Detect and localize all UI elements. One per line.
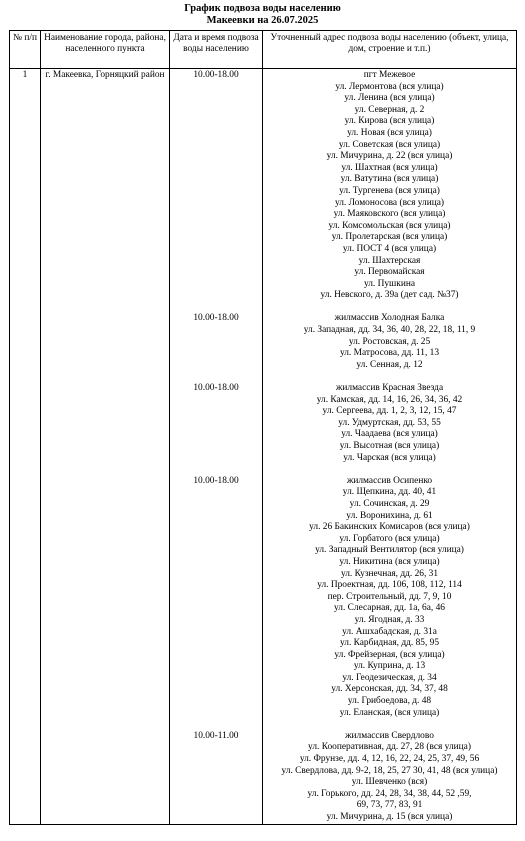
document-title: График подвоза воды населению xyxy=(184,3,341,14)
time-spacer xyxy=(170,812,262,824)
address-line: ул. Северная, д. 2 xyxy=(354,104,425,115)
header-address: Уточненный адрес подвоза воды населению (объект, улица, дом, строение и т.п.) xyxy=(263,31,517,69)
address-line: ул. Чарская (вся улица) xyxy=(343,452,436,463)
time-spacer xyxy=(170,627,262,639)
address-line: ул. Мичурина, д. 15 (вся улица) xyxy=(326,812,453,822)
address-line: ул. Западная, дд. 34, 36, 40, 28, 22, 18, 11, 9 xyxy=(303,325,476,336)
address-area-name: жилмассив Свердлово xyxy=(345,730,434,741)
address-line: ул. Еланская, (вся улица) xyxy=(339,707,440,718)
time-spacer xyxy=(170,661,262,673)
address-line: ул. Ломоносова (вся улица) xyxy=(334,197,445,208)
time-spacer xyxy=(170,116,262,128)
time-spacer xyxy=(170,650,262,662)
time-spacer xyxy=(170,603,262,615)
time-spacer xyxy=(170,580,262,592)
time-spacer xyxy=(170,569,262,581)
time-spacer xyxy=(170,638,262,650)
address-line: ул. Кузнечная, дд. 26, 31 xyxy=(340,568,439,579)
time-spacer xyxy=(170,198,262,210)
header-num: № п/п xyxy=(10,31,41,69)
address-line: ул. Горького, дд. 24, 28, 34, 38, 44, 52 ,59, xyxy=(307,788,472,799)
address-line: ул. Горбатого (вся улица) xyxy=(339,533,440,544)
address-line: ул. Тургенева (вся улица) xyxy=(339,185,440,196)
address-line: ул. Советская (вся улица) xyxy=(338,139,441,150)
time-spacer xyxy=(170,615,262,627)
delivery-time: 10.00-18.00 xyxy=(193,313,239,324)
address-block xyxy=(263,731,516,824)
address-line: ул. Удмуртская, дд. 53, 55 xyxy=(338,417,441,428)
row-name-cell xyxy=(41,69,170,825)
time-spacer xyxy=(170,163,262,175)
address-line: ул. Комсомольская (вся улица) xyxy=(328,220,451,231)
delivery-time: 10.00-18.00 xyxy=(193,475,239,486)
time-spacer xyxy=(170,418,262,430)
time-block xyxy=(170,383,262,476)
address-line: ул. Куприна, д. 13 xyxy=(353,661,426,672)
address-line: пер. Строительный, дд. 7, 9, 10 xyxy=(327,591,452,602)
time-spacer xyxy=(170,557,262,569)
time-spacer xyxy=(170,105,262,117)
address-line: ул. Фрейзерная, (вся улица) xyxy=(334,649,445,660)
address-line: ул. Сергеева, дд. 1, 2, 3, 12, 15, 47 xyxy=(322,406,457,417)
time-spacer xyxy=(170,487,262,499)
time-spacer xyxy=(170,453,262,465)
address-line: ул. Кооперативная, дд. 27, 28 (вся улица) xyxy=(308,742,471,753)
time-spacer xyxy=(170,800,262,812)
address-area-name: жилмассив Холодная Балка xyxy=(334,313,445,324)
address-line: ул. ПОСТ 4 (вся улица) xyxy=(342,243,437,254)
time-block xyxy=(170,731,262,824)
time-spacer xyxy=(170,696,262,708)
address-line: ул. Шахтерская xyxy=(358,255,421,266)
time-spacer xyxy=(170,534,262,546)
address-line: ул. Чаадаева (вся улица) xyxy=(341,429,438,440)
time-spacer xyxy=(170,186,262,198)
address-line: ул. Матросова, дд. 11, 13 xyxy=(339,348,440,359)
time-spacer xyxy=(170,325,262,337)
address-line: ул. Первомайская xyxy=(354,267,425,278)
time-spacer xyxy=(170,337,262,349)
address-line: ул. 26 Бакинских Комисаров (вся улица) xyxy=(309,522,470,533)
water-schedule-table-wrap xyxy=(9,30,516,841)
time-spacer xyxy=(170,174,262,186)
time-spacer xyxy=(170,777,262,789)
address-block xyxy=(263,476,516,731)
address-line: ул. Ватутина (вся улица) xyxy=(340,174,439,185)
address-line: ул. Грибоедова, д. 48 xyxy=(347,696,432,707)
time-spacer xyxy=(170,209,262,221)
delivery-time: 10.00-18.00 xyxy=(193,70,239,80)
time-block xyxy=(170,476,262,731)
address-line: ул. Карбидная, дд. 85, 95 xyxy=(339,638,440,649)
time-spacer xyxy=(170,232,262,244)
time-spacer xyxy=(170,256,262,268)
address-area-name: жилмассив Красная Звезда xyxy=(335,383,444,394)
address-line: ул. Шахтная (вся улица) xyxy=(341,162,438,173)
time-spacer xyxy=(170,395,262,407)
address-line: ул. Невского, д. 39а (дет сад. №37) xyxy=(320,290,459,301)
row-num-cell xyxy=(10,69,41,825)
address-line: ул. Проектная, дд. 106, 108, 112, 114 xyxy=(317,580,462,591)
address-line: ул. Никитина (вся улица) xyxy=(339,556,440,567)
address-area-name: жилмассив Осипенко xyxy=(346,475,433,486)
time-spacer xyxy=(170,290,262,302)
address-line: ул. Камская, дд. 14, 16, 26, 34, 36, 42 xyxy=(316,394,463,405)
address-cell xyxy=(263,69,517,825)
time-cell xyxy=(170,69,263,825)
address-line: ул. Свердлова, дд. 9-2, 18, 25, 27 30, 41, 48 (вся улица) xyxy=(281,765,498,776)
water-schedule-table xyxy=(9,30,517,825)
address-line: ул. Фрунзе, дд. 4, 12, 16, 22, 24, 25, 37, 49, 56 xyxy=(299,754,480,765)
address-line: ул. Шевченко (вся) xyxy=(351,777,428,788)
time-spacer xyxy=(170,754,262,766)
row-name: г. Макеевка, Горняцкий район xyxy=(45,70,165,80)
address-line: ул. Воронихина, д. 61 xyxy=(346,510,433,521)
address-block xyxy=(263,70,516,313)
time-spacer xyxy=(170,684,262,696)
address-line: ул. Херсонская, дд. 34, 37, 48 xyxy=(331,684,448,695)
address-line: ул. Высотная (вся улица) xyxy=(339,441,440,451)
time-spacer xyxy=(170,267,262,279)
time-spacer xyxy=(170,151,262,163)
document-subtitle: Макеевки на 26.07.2025 xyxy=(206,14,319,26)
address-line: ул. Ягодная, д. 33 xyxy=(354,614,425,625)
time-spacer xyxy=(170,499,262,511)
time-spacer xyxy=(170,348,262,360)
address-line: ул. Лермонтова (вся улица) xyxy=(335,81,444,92)
address-line: 69, 73, 77, 83, 91 xyxy=(356,800,423,811)
address-line: ул. Геодезическая, д. 34 xyxy=(342,672,437,683)
time-spacer xyxy=(170,279,262,291)
time-spacer xyxy=(170,441,262,453)
time-spacer xyxy=(170,82,262,94)
address-line: ул. Пушкина xyxy=(363,278,416,289)
address-line: ул. Мичурина, д. 22 (вся улица) xyxy=(326,151,453,162)
address-line: ул. Слесарная, дд. 1а, 6а, 46 xyxy=(334,603,445,614)
time-spacer xyxy=(170,673,262,685)
time-spacer xyxy=(170,742,262,754)
time-spacer xyxy=(170,244,262,256)
address-line: ул. Маяковского (вся улица) xyxy=(333,209,446,220)
row-num: 1 xyxy=(22,70,28,80)
address-line: ул. Сочинская, д. 29 xyxy=(349,498,430,509)
table-row xyxy=(10,69,517,825)
time-block xyxy=(170,70,262,313)
time-spacer xyxy=(170,406,262,418)
table-header-row xyxy=(10,31,517,69)
header-time: Дата и время подвоза воды населению xyxy=(170,31,263,69)
time-spacer xyxy=(170,545,262,557)
address-line: ул. Сенная, д. 12 xyxy=(356,359,423,370)
time-spacer xyxy=(170,140,262,152)
header-name: Наименование города, района, населенного пункта xyxy=(41,31,170,69)
time-spacer xyxy=(170,221,262,233)
address-line: ул. Ленина (вся улица) xyxy=(344,93,435,104)
address-block xyxy=(263,313,516,383)
address-line: ул. Пролетарская (вся улица) xyxy=(331,232,448,243)
time-spacer xyxy=(170,766,262,778)
time-spacer xyxy=(170,511,262,523)
time-spacer xyxy=(170,93,262,105)
address-area-name: пгт Межевое xyxy=(363,70,416,80)
address-block xyxy=(263,383,516,476)
time-spacer xyxy=(170,592,262,604)
time-spacer xyxy=(170,522,262,534)
address-line: ул. Щепкина, дд. 40, 41 xyxy=(342,487,437,498)
time-spacer xyxy=(170,360,262,372)
address-line: ул. Ашхабадская, д. 31а xyxy=(342,626,437,637)
address-line: ул. Западный Вентилятор (вся улица) xyxy=(315,545,464,556)
delivery-time: 10.00-11.00 xyxy=(193,730,239,741)
time-spacer xyxy=(170,128,262,140)
time-spacer xyxy=(170,708,262,720)
time-block xyxy=(170,313,262,383)
address-line: ул. Кирова (вся улица) xyxy=(344,116,435,127)
time-spacer xyxy=(170,429,262,441)
time-spacer xyxy=(170,789,262,801)
address-line: ул. Ростовская, д. 25 xyxy=(348,336,431,347)
address-line: ул. Новая (вся улица) xyxy=(347,127,432,138)
delivery-time: 10.00-18.00 xyxy=(193,383,239,394)
